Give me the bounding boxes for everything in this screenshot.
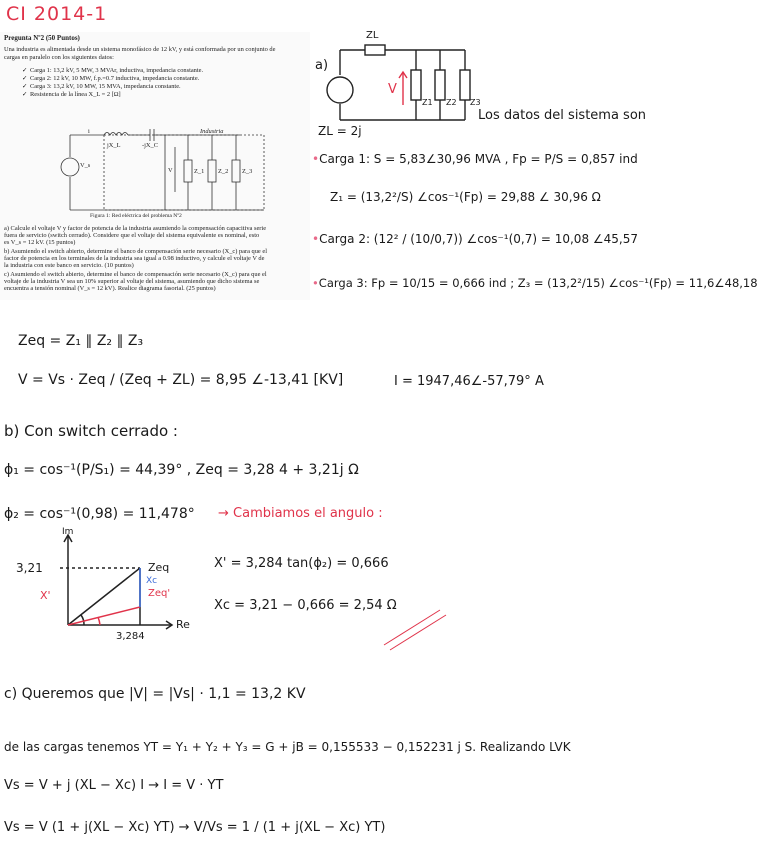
item-text: factor de potencia en los terminales de la industria sea igual a 0.98 inductivo, y calcule el voltaje V de — [4, 255, 265, 262]
item-text: c) Asumiendo el switch abierto, determine el banco de compensación serie necesario (X_c) para que el — [4, 271, 267, 278]
sketch-v: V — [388, 82, 397, 97]
check-icon: ✓ — [22, 66, 28, 74]
sketch-zl: ZL — [366, 30, 379, 41]
bullet-item: Carga 3: 13,2 kV, 10 MW, 15 MVA, impedancia constante. — [30, 83, 181, 90]
phasor-im-label: Im — [62, 527, 74, 537]
note-carga3: •Carga 3: Fp = 10/15 = 0,666 ind ; Z₃ = (13,2²/15) ∠cos⁻¹(Fp) = 11,6∠48,18 — [312, 276, 758, 290]
fig-v-label: V — [168, 167, 173, 174]
note-cambiamos: → Cambiamos el angulo : — [218, 506, 383, 521]
note-v: V = Vs · Zeq / (Zeq + ZL) = 8,95 ∠-13,41 [KV] — [18, 372, 344, 388]
bullet-item: Carga 2: 12 kV, 10 MW, f.p.=0.7 inductiva, impedancia constante. — [30, 75, 200, 82]
note-vs: Vs = V + j (XL − Xc) I → I = V · YT — [4, 778, 224, 793]
note-i: I = 1947,46∠-57,79° A — [394, 374, 544, 389]
note-xprime: X' = 3,284 tan(ϕ₂) = 0,666 — [214, 556, 389, 571]
problem-title: Pregunta Nº2 (50 Puntos) — [4, 34, 80, 42]
item-text: voltaje de la industria V sea un 10% superior al voltaje del sistema, asumiendo que dicho sistema se — [4, 278, 260, 285]
bullet-item: Resistencia de la línea X_L = 2 [Ω] — [30, 91, 121, 98]
note-vs2: Vs = V (1 + j(XL − Xc) YT) → V/Vs = 1 / (1 + j(XL − Xc) YT) — [4, 820, 386, 835]
page-heading: CI 2014-1 — [6, 3, 108, 25]
bullet-item: Carga 1: 13,2 kV, 5 MW, 3 MVAr, inductiva, impedancia constante. — [30, 67, 204, 74]
sketch-z3: Z3 — [470, 98, 481, 107]
fig-z3-label: Z_3 — [242, 168, 253, 175]
problem-intro: Una industria es alimentada desde un sistema monofásico de 12 kV, y está conformada por un conjunto de — [4, 46, 276, 53]
fig-xc-label: -jX_C — [142, 142, 158, 149]
note-z1: Z₁ = (13,2²/S) ∠cos⁻¹(Fp) = 29,88 ∠ 30,96 Ω — [330, 190, 601, 204]
phasor-zeq-prime-label: Zeq' — [148, 588, 171, 599]
phasor-zeq-label: Zeq — [148, 561, 170, 574]
sketch-z2: Z2 — [446, 98, 457, 107]
fig-z1-label: Z_1 — [194, 168, 205, 175]
note-zeq: Zeq = Z₁ ∥ Z₂ ∥ Z₃ — [18, 333, 144, 349]
check-icon: ✓ — [22, 82, 28, 90]
note-yt: de las cargas tenemos YT = Y₁ + Y₂ + Y₃ = G + jB = 0,155533 − 0,152231 j S. Realizando LVK — [4, 740, 571, 754]
phasor-xprime-label: X' — [40, 589, 51, 602]
section-b-title: b) Con switch cerrado : — [4, 422, 178, 440]
item-text: encuentra a tensión nominal (V_s = 12 kV). Realice diagrama fasorial. (25 puntos) — [4, 285, 216, 292]
note-datos: Los datos del sistema son — [478, 108, 647, 123]
note-carga2: •Carga 2: (12² / (10/0,7)) ∠cos⁻¹(0,7) = 10,08 ∠45,57 — [312, 232, 639, 246]
item-text: fuera de servicio (switch cerrado). Considere que el voltaje del sistema equivalente es nominal, esto — [4, 232, 260, 239]
fig-z2-label: Z_2 — [218, 168, 229, 175]
fig-current-label: i — [88, 128, 90, 135]
phasor-xc-label: Xc — [146, 576, 158, 586]
problem-intro: cargas en paralelo con los siguientes datos: — [4, 54, 114, 61]
figure-caption: Figura 1: Red eléctrica del problema Nº2 — [90, 213, 182, 219]
sketch-z1: Z1 — [422, 98, 433, 107]
note-zl: ZL = 2j — [318, 124, 362, 138]
fig-industria-label: Industria — [200, 128, 224, 135]
phasor-y-tick: 3,21 — [16, 561, 43, 575]
phasor-re-label: Re — [176, 618, 190, 631]
note-phi1: ϕ₁ = cos⁻¹(P/S₁) = 44,39° , Zeq = 3,28 4 + 3,21j Ω — [4, 462, 359, 478]
phasor-x-tick: 3,284 — [116, 631, 145, 642]
item-text: b) Asumiendo el switch abierto, determine el banco de compensación serie necesario (X_c) para que el — [4, 248, 267, 255]
note-carga1: •Carga 1: S = 5,83∠30,96 MVA , Fp = P/S = 0,857 ind — [312, 152, 638, 166]
sketch-a-label: a) — [315, 58, 329, 73]
fig-xl-label: jX_L — [107, 142, 121, 149]
fig-vs-label: V_s — [80, 162, 91, 169]
check-icon: ✓ — [22, 90, 28, 98]
item-text: a) Calcule el voltaje V y factor de potencia de la industria asumiendo la compensación capacitiva serie — [4, 225, 267, 232]
check-icon: ✓ — [22, 74, 28, 82]
section-c-title: c) Queremos que |V| = |Vs| · 1,1 = 13,2 KV — [4, 686, 306, 702]
note-xc: Xc = 3,21 − 0,666 = 2,54 Ω — [214, 598, 397, 613]
item-text: la industria con este banco en servicio. (10 puntos) — [4, 262, 134, 269]
note-phi2: ϕ₂ = cos⁻¹(0,98) = 11,478° — [4, 506, 195, 522]
item-text: es V_s = 12 kV. (15 puntos) — [4, 239, 76, 246]
